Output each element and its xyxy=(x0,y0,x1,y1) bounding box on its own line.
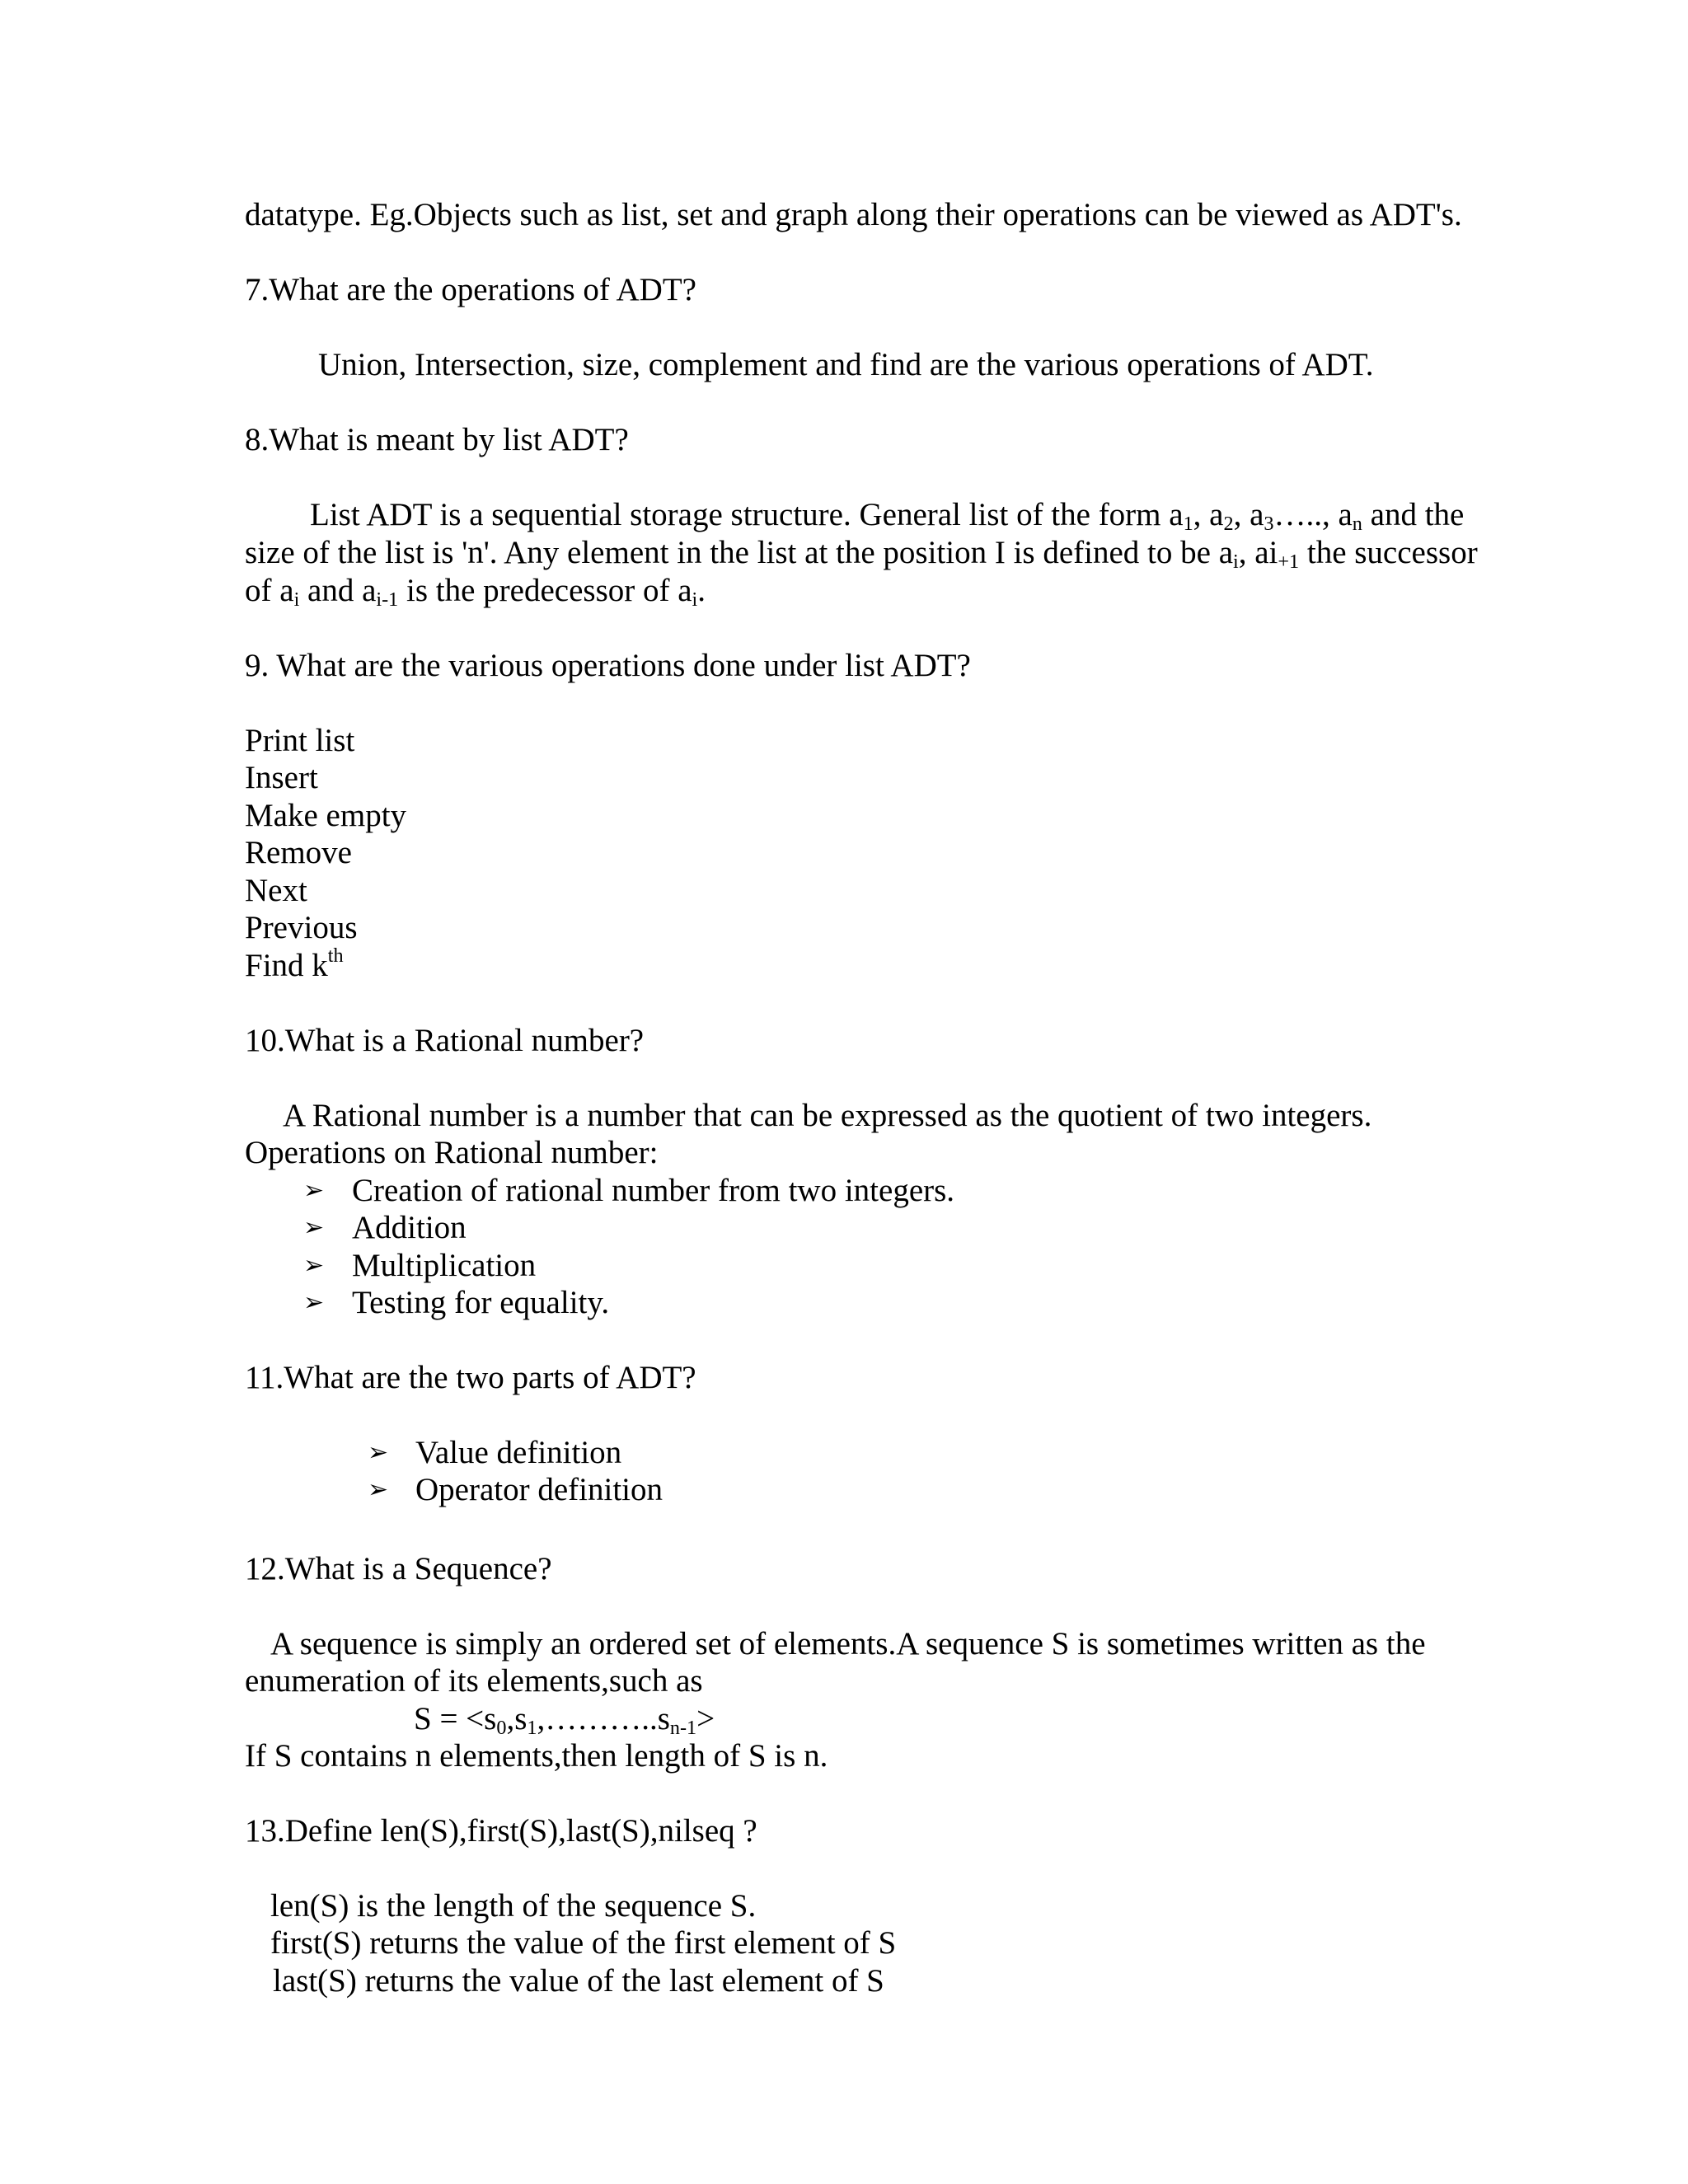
answer-8-line-1: List ADT is a sequential storage structure. General list of the form $a_1$, $a_2$, $a_3\dots$.., $a_n$ and the xyxy=(310,497,1465,536)
answer-12-line-1: A sequence is simply an ordered set of elements.A sequence S is sometimes written as the xyxy=(270,1626,1426,1661)
question-10: 10.What is a Rational number? xyxy=(245,1023,645,1058)
list-item: Remove xyxy=(245,835,352,870)
answer-10-line-2: Operations on Rational number: xyxy=(245,1135,659,1170)
answer-10-line-1: A Rational number is a number that can be expressed as the quotient of two integers. xyxy=(283,1098,1372,1133)
answer-12-line-2: enumeration of its elements,such as xyxy=(245,1663,703,1699)
answer-8-line-3: of $a_i$ and $a_{i-1}$ is the predecessor of $a_i$. xyxy=(245,573,706,612)
answer-8-line-2: size of the list is 'n'. Any element in the list at the position I is defined to be $a_i$, $ai_{+1}$ the successor xyxy=(245,535,1478,574)
question-13: 13.Define len(S),first(S),last(S),nilseq ? xyxy=(245,1813,757,1849)
list-item: Print list xyxy=(245,723,355,758)
question-12: 12.What is a Sequence? xyxy=(245,1551,552,1586)
question-8: 8.What is meant by list ADT? xyxy=(245,422,629,457)
answer-13-line-3: last(S) returns the value of the last element of S xyxy=(273,1963,884,1999)
list-item: Find $k^{th}$ xyxy=(245,944,344,983)
arrow-bullet-icon: ➢ xyxy=(303,1176,325,1205)
list-item: Multiplication xyxy=(352,1248,537,1283)
list-item: Insert xyxy=(245,760,318,795)
arrow-bullet-icon: ➢ xyxy=(303,1251,325,1280)
question-7: 7.What are the operations of ADT? xyxy=(245,272,696,307)
arrow-bullet-icon: ➢ xyxy=(368,1475,389,1504)
arrow-bullet-icon: ➢ xyxy=(303,1213,325,1242)
arrow-bullet-icon: ➢ xyxy=(368,1438,389,1467)
answer-13-line-1: len(S) is the length of the sequence S. xyxy=(270,1888,757,1924)
list-item: Value definition xyxy=(415,1435,622,1470)
answer-13-line-2: first(S) returns the value of the first element of S xyxy=(270,1925,897,1961)
text-line: datatype. Eg.Objects such as list, set and graph along their operations can be viewed as ADT's. xyxy=(245,197,1462,232)
list-item: Addition xyxy=(352,1210,467,1245)
list-item: Testing for equality. xyxy=(352,1285,610,1320)
question-9: 9. What are the various operations done under list ADT? xyxy=(245,648,971,683)
answer-12-line-4: If S contains n elements,then length of S is n. xyxy=(245,1738,828,1774)
list-item: Make empty xyxy=(245,798,407,833)
list-item: Creation of rational number from two integers. xyxy=(352,1173,955,1208)
sequence-formula: $S = <s_0,s_1,\dots\dots\dots..s_{n-1}>$ xyxy=(414,1701,715,1740)
arrow-bullet-icon: ➢ xyxy=(303,1288,325,1317)
answer-7: Union, Intersection, size, complement and find are the various operations of ADT. xyxy=(318,347,1374,382)
question-11: 11.What are the two parts of ADT? xyxy=(245,1360,696,1395)
list-item: Previous xyxy=(245,910,358,945)
list-item: Operator definition xyxy=(415,1472,663,1507)
list-item: Next xyxy=(245,873,307,908)
